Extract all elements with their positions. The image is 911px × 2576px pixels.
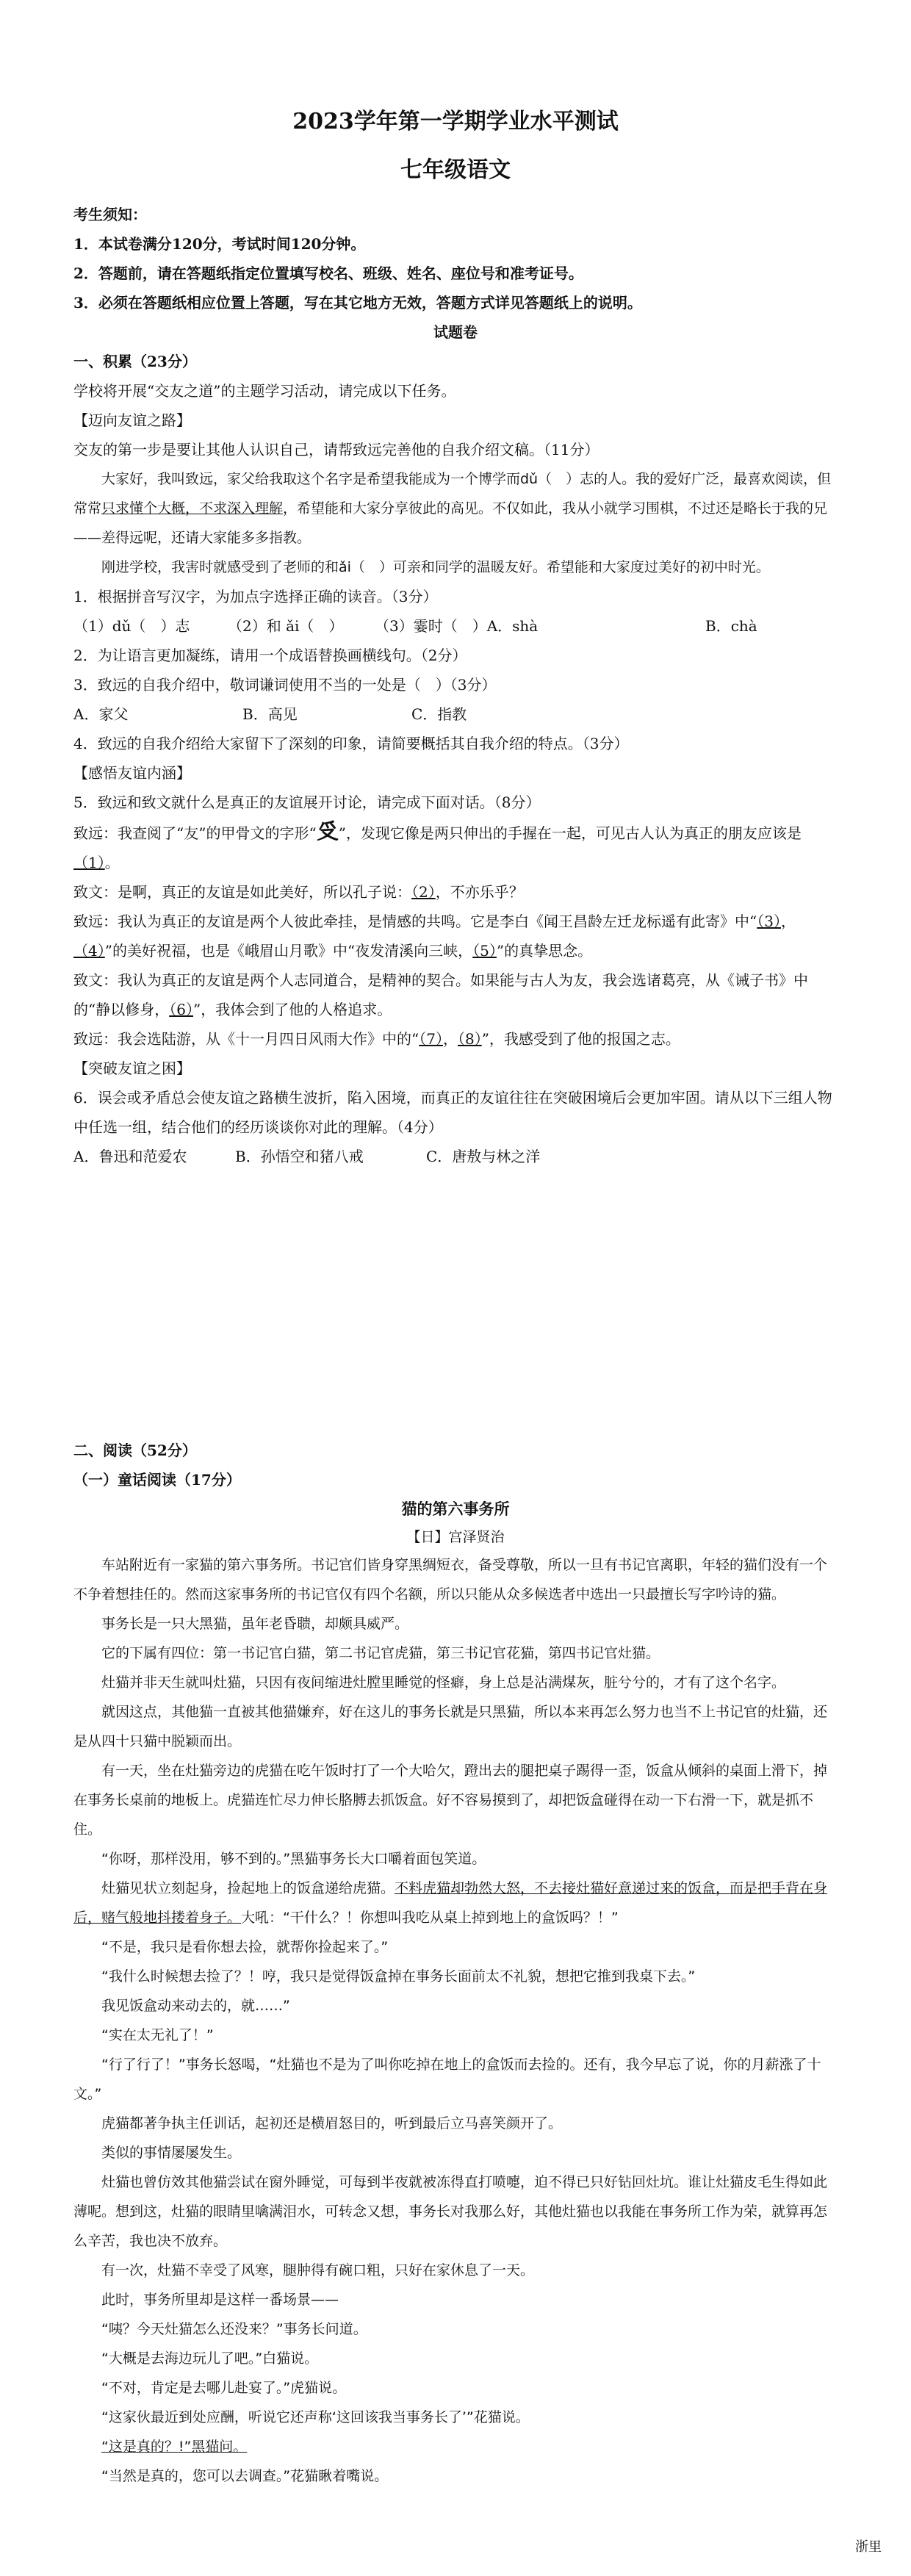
story-paragraph: 车站附近有一家猫的第六事务所。书记官们皆身穿黑绸短衣，备受尊敬，所以一旦有书记官离职，年轻的猫们没有一个不争着想挂任的。然而这家事务所的书记官仅有四个名额，所以只能从众多候选者中选出一只最擅长写字吟诗的猫。 [73,1557,828,1602]
block1-intro: 交友的第一步是要让其他人认识自己，请帮致远完善他的自我介绍文稿。（11分） [73,441,599,458]
story-paragraph: “行了行了！”事务长怒喝，“灶猫也不是为了叫你吃掉在地上的盒饭而去捡的。还有，我今早忘了说，你的月薪涨了十文。” [73,2057,821,2102]
underlined-sentence: 不料虎猫却勃然大怒，不去接灶猫好意递过来的饭盒，而是把手背在身后，赌气般地抖搂着身子。 [73,1880,828,1926]
question-5: 5．致远和致文就什么是真正的友谊展开讨论，请完成下面对话。（8分） [73,794,541,811]
story-paragraph: “大概是去海边玩儿了吧。”白猫说。 [101,2350,319,2367]
story-paragraph: “我什么时候想去捡了？！哼，我只是觉得饭盒掉在事务长面前太不礼貌，想把它推到我桌下去。” [101,1968,696,1985]
dialogue-line: 致文：我认为真正的友谊是两个人志同道合，是精神的契合。如果能与古人为友，我会选诸葛亮，从《诫子书》中的“静以修身，（6）”，我体会到了他的人格追求。 [73,971,808,1018]
blank: （3） [757,913,781,930]
story-paragraph: 我见饭盒动来动去的，就……” [101,1998,290,2014]
notice-item: 2．答题前，请在答题纸指定位置填写校名、班级、姓名、座位号和准考证号。 [73,265,583,282]
dialogue-line: 致远：我认为真正的友谊是两个人彼此牵挂，是情感的共鸣。它是李白《闻王昌龄左迁龙标遥有此寄》中“（3），（4）”的美好祝福，也是《峨眉山月歌》中“夜发清溪向三峡，（5）”的真挚思念。 [73,913,796,960]
story-paragraph: “实在太无礼了！” [101,2027,214,2043]
question-2: 2．为让语言更加凝练，请用一个成语替换画横线句。（2分） [73,647,467,664]
option: A．鲁迅和范爱农 [73,1148,187,1165]
question-6-options [73,1142,838,1171]
story-paragraph: 虎猫都著争执主任训话，起初还是横眉怒目的，听到最后立马喜笑颜开了。 [101,2115,563,2131]
story-author: 【日】宫泽贤治 [406,1529,505,1545]
story-paragraph: 就因这点，其他猫一直被其他猫嫌弃，好在这儿的事务长就是只黑猫，所以本来再怎么努力也当不上书记官的灶猫，还是从四十只猫中脱颖而出。 [73,1704,828,1749]
option: （2）和 ǎi（ ） [228,617,344,635]
story-paragraph: 灶猫也曾仿效其他猫尝试在窗外睡觉，可每到半夜就被冻得直打喷嚏，迫不得已只好钻回灶坑。谁让灶猫皮毛生得如此薄呢。想到这，灶猫的眼睛里噙满泪水，可转念又想，事务长对我那么好，其他灶猫也以我能在事务所工作为荣，就算再怎么辛苦，我也决不放弃。 [73,2174,828,2249]
story-paragraph: 灶猫见状立刻起身，捡起地上的饭盒递给虎猫。不料虎猫却勃然大怒，不去接灶猫好意递过来的饭盒，而是把手背在身后，赌气般地抖搂着身子。大吼：“干什么？！你想叫我吃从桌上掉到地上的盒饭吗？！” [73,1880,828,1926]
story-paragraph: 它的下属有四位：第一书记官白猫，第二书记官虎猫，第三书记官花猫，第四书记官灶猫。 [101,1645,660,1661]
story-paragraph: “不是，我只是看你想去捡，就帮你捡起来了。” [101,1939,389,1955]
dialogue-line: 致远：我查阅了“友”的甲骨文的字形“𠬪”，发现它像是两只伸出的手握在一起，可见古人认为真正的朋友应该是（1）。 [73,819,802,871]
oracle-bone-glyph: 𠬪 [316,819,339,844]
block3-title: 【突破友谊之困】 [73,1059,191,1077]
story-title: 猫的第六事务所 [401,1500,510,1518]
notice-heading: 考生须知： [73,206,147,223]
story-paragraph: 灶猫并非天生就叫灶猫，只因有夜间缩进灶膛里睡觉的怪癖，身上总是沾满煤灰，脏兮兮的，才有了这个名字。 [101,1674,786,1691]
option: （1）dǔ（ ）志 [73,617,190,635]
question-6: 6．误会或矛盾总会使友谊之路横生波折，陷入困境，而真正的友谊往往在突破困境后会更加牢固。请从以下三组人物中任选一组，结合他们的经历谈谈你对此的理解。（4分） [73,1089,832,1136]
blank: （8） [457,1030,482,1048]
story-paragraph: 此时，事务所里却是这样一番场景—— [101,2292,339,2308]
story-paragraph: “当然是真的，您可以去调查。”花猫瞅着嘴说。 [101,2468,389,2484]
part1-intro: 学校将开展“交友之道”的主题学习活动，请完成以下任务。 [73,382,456,400]
story-paragraph: 类似的事情屡屡发生。 [101,2145,242,2161]
answer-space [73,1171,838,1436]
option: （3）霎时（ ）A．shà [375,617,539,635]
question-4: 4．致远的自我介绍给大家留下了深刻的印象，请简要概括其自我介绍的特点。（3分） [73,735,629,752]
dialogue-line: 致远：我会选陆游，从《十一月四日风雨大作》中的“（7），（8）”，我感受到了他的报国之志。 [73,1030,680,1048]
letter-paragraph: 刚进学校，我害时就感受到了老师的和ǎi（ ）可亲和同学的温暖友好。希望能和大家度过美好的初中时光。 [101,559,770,575]
story-paragraph: “这家伙最近到处应酬，听说它还声称‘这回该我当事务长了’”花猫说。 [101,2409,530,2425]
underlined-sentence: 只求懂个大概，不求深入理解 [101,500,284,517]
question-1: 1．根据拼音写汉字，为加点字选择正确的读音。（3分） [73,588,438,605]
letter-paragraph: 大家好，我叫致远，家父给我取这个名字是希望我能成为一个博学而dǔ（ ）志的人。我的爱好广泛，最喜欢阅读，但常常只求懂个大概，不求深入理解，希望能和大家分享彼此的高见。不仅如此，我从小就学习围棋，不过还是略长于我的兄——差得远呢，还请大家能多多指教。 [73,471,832,546]
notice-item: 1．本试卷满分120分，考试时间120分钟。 [73,235,366,253]
question-3: 3．致远的自我介绍中，敬词谦词使用不当的一处是（ ）（3分） [73,676,497,694]
option: B．孙悟空和猪八戒 [235,1148,364,1165]
underlined-sentence: “这是真的？!”黑猫问。 [101,2439,248,2455]
blank: （7） [419,1030,443,1048]
blank: （2） [411,883,436,901]
paper-label: 试题卷 [433,323,478,341]
story-paragraph: 有一天，坐在灶猫旁边的虎猫在吃午饭时打了一个大哈欠，蹬出去的腿把桌子踢得一歪，饭盒从倾斜的桌面上滑下，掉在事务长桌前的地板上。虎猫连忙尽力伸长胳膊去抓饭盒。好不容易摸到了，却把饭盒碰得在动一下右滑一下，就是抓不住。 [73,1763,828,1838]
exam-page [73,103,838,2491]
question-3-options [73,699,838,729]
story-paragraph [73,2432,838,2461]
blank: （6） [169,1001,193,1018]
option: B．高见 [242,705,298,723]
footer-watermark: 浙里 [855,2539,882,2555]
story-paragraph: “咦？今天灶猫怎么还没来？”事务长问道。 [101,2321,367,2337]
story-paragraph: 有一次，灶猫不幸受了风寒，腿肿得有碗口粗，只好在家休息了一天。 [101,2262,535,2278]
dialogue-line: 致文：是啊，真正的友谊是如此美好，所以孔子说：（2），不亦乐乎？ [73,883,524,901]
option: B．chà [705,617,757,635]
story-paragraph: 事务长是一只大黑猫，虽年老昏聩，却颇具威严。 [101,1616,409,1632]
story-paragraph: “不对，肯定是去哪儿赴宴了。”虎猫说。 [101,2380,347,2396]
question-1-options [73,611,838,641]
option: C．指教 [411,705,467,723]
option: C．唐敖与林之洋 [426,1148,541,1165]
part2-subheading: （一）童话阅读（17分） [73,1471,241,1489]
notice-item: 3．必须在答题纸相应位置上答题，写在其它地方无效，答题方式详见答题纸上的说明。 [73,294,642,312]
story-paragraph: “你呀，那样没用，够不到的。”黑猫事务长大口嚼着面包笑道。 [101,1851,486,1867]
blank: （5） [472,942,497,960]
block2-title: 【感悟友谊内涵】 [73,764,191,782]
blank: （4） [73,942,105,960]
exam-subtitle: 七年级语文 [400,157,511,183]
part2-heading: 二、阅读（52分） [73,1442,197,1459]
option: A．家父 [73,705,129,723]
blank: （1） [73,854,105,871]
exam-title: 2023学年第一学期学业水平测试 [292,109,619,134]
block1-title: 【迈向友谊之路】 [73,411,191,429]
part1-heading: 一、积累（23分） [73,353,197,370]
